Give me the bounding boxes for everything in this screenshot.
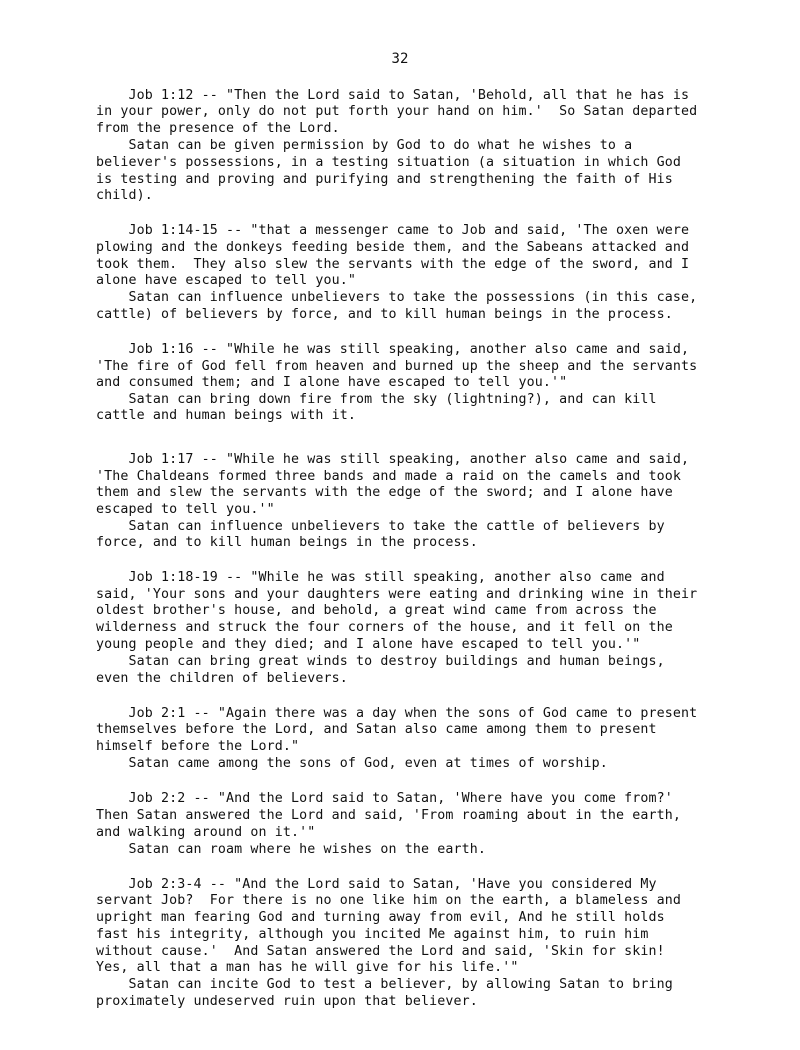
text-line: servant Job? For there is no one like him on the earth, a blameless and: [96, 893, 682, 908]
text-line: young people and they died; and I alone have escaped to tell you.'": [96, 637, 641, 652]
text-line: plowing and the donkeys feeding beside them, and the Sabeans attacked and: [96, 240, 690, 255]
text-line: cattle) of believers by force, and to kill human beings in the process.: [96, 307, 673, 322]
text-line: Then Satan answered the Lord and said, 'From roaming about in the earth,: [96, 808, 682, 823]
text-line: themselves before the Lord, and Satan also came among them to present: [96, 722, 657, 737]
text-line: upright man fearing God and turning away from evil, And he still holds: [96, 910, 665, 925]
text-line: without cause.' And Satan answered the Lord and said, 'Skin for skin!: [96, 944, 665, 959]
text-line: cattle and human beings with it.: [96, 408, 357, 423]
text-line: said, 'Your sons and your daughters were eating and drinking wine in their: [96, 587, 698, 602]
text-line: Job 2:1 -- "Again there was a day when the sons of God came to present: [96, 706, 698, 721]
text-line: alone have escaped to tell you.": [96, 273, 357, 288]
text-line: wilderness and struck the four corners of the house, and it fell on the: [96, 620, 673, 635]
text-line: is testing and proving and purifying and strengthening the faith of His: [96, 172, 673, 187]
text-line: escaped to tell you.'": [96, 502, 275, 517]
text-line: and walking around on it.'": [96, 825, 316, 840]
text-line: Satan can influence unbelievers to take the cattle of believers by: [96, 519, 665, 534]
text-line: oldest brother's house, and behold, a great wind came from across the: [96, 603, 657, 618]
text-line: child).: [96, 188, 153, 203]
text-line: believer's possessions, in a testing situation (a situation in which God: [96, 155, 682, 170]
text-line: and consumed them; and I alone have escaped to tell you.'": [96, 375, 568, 390]
text-line: took them. They also slew the servants with the edge of the sword, and I: [96, 257, 690, 272]
text-line: from the presence of the Lord.: [96, 121, 340, 136]
page-number: 32: [391, 51, 409, 67]
text-line: Satan came among the sons of God, even at times of worship.: [96, 756, 608, 771]
text-line: Satan can roam where he wishes on the earth.: [96, 842, 487, 857]
text-line: Satan can be given permission by God to do what he wishes to a: [96, 138, 633, 153]
text-line: proximately undeserved ruin upon that believer.: [96, 994, 478, 1009]
text-line: force, and to kill human beings in the process.: [96, 535, 478, 550]
text-line: Job 1:14-15 -- "that a messenger came to Job and said, 'The oxen were: [96, 223, 690, 238]
text-line: Satan can bring down fire from the sky (lightning?), and can kill: [96, 392, 657, 407]
text-line: Job 1:17 -- "While he was still speaking, another also came and said,: [96, 452, 690, 467]
text-line: Satan can influence unbelievers to take the possessions (in this case,: [96, 290, 698, 305]
text-line: Job 1:18-19 -- "While he was still speaking, another also came and: [96, 570, 665, 585]
text-line: Yes, all that a man has he will give for his life.'": [96, 960, 519, 975]
text-line: himself before the Lord.": [96, 739, 300, 754]
text-line: 'The fire of God fell from heaven and burned up the sheep and the servants: [96, 359, 698, 374]
text-line: Job 2:2 -- "And the Lord said to Satan, 'Where have you come from?': [96, 791, 673, 806]
text-line: Satan can bring great winds to destroy buildings and human beings,: [96, 654, 665, 669]
text-line: Job 2:3-4 -- "And the Lord said to Satan, 'Have you considered My: [96, 877, 657, 892]
text-line: fast his integrity, although you incited Me against him, to ruin him: [96, 927, 649, 942]
text-line: Job 1:16 -- "While he was still speaking, another also came and said,: [96, 342, 690, 357]
text-line: even the children of believers.: [96, 671, 348, 686]
text-line: in your power, only do not put forth your hand on him.' So Satan departed: [96, 104, 698, 119]
text-line: Job 1:12 -- "Then the Lord said to Satan, 'Behold, all that he has is: [96, 88, 690, 103]
text-line: Satan can incite God to test a believer, by allowing Satan to bring: [96, 977, 673, 992]
text-line: 'The Chaldeans formed three bands and made a raid on the camels and took: [96, 469, 682, 484]
text-line: them and slew the servants with the edge of the sword; and I alone have: [96, 485, 673, 500]
